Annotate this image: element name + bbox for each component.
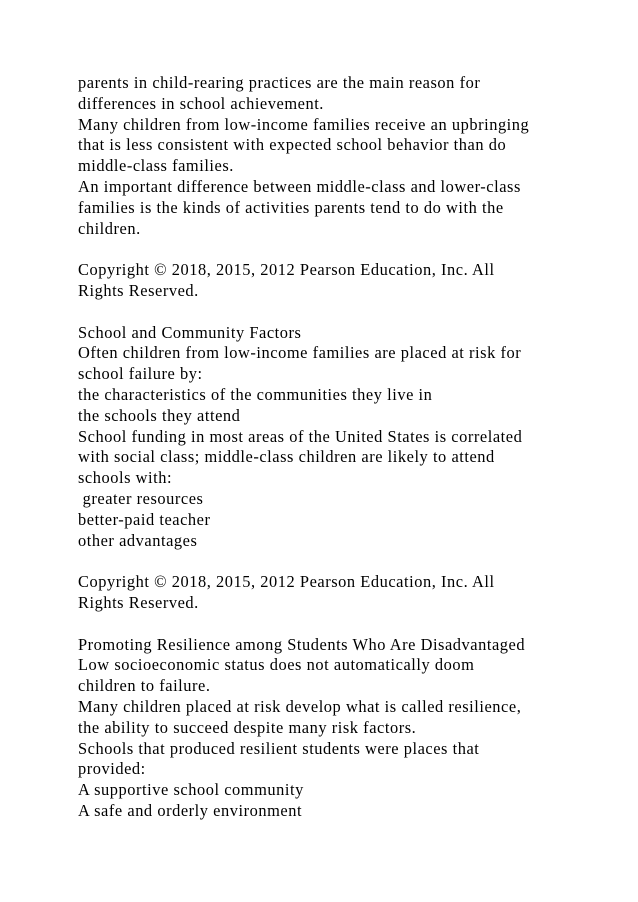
text-line: schools with: (78, 468, 173, 488)
text-line: the schools they attend (78, 405, 241, 425)
text-line: the ability to succeed despite many risk factors. (78, 717, 417, 737)
text-line: parents in child-rearing practices are the main reason for (78, 73, 481, 92)
copyright-line: Rights Reserved. (78, 592, 199, 612)
text-line: An important difference between middle-class and lower-class (78, 176, 521, 196)
text-line: better-paid teacher (78, 509, 211, 529)
section-heading: Promoting Resilience among Students Who Are Disadvantaged (78, 634, 526, 654)
text-line: with social class; middle-class children are likely to attend (78, 447, 495, 467)
blank-line (78, 239, 618, 260)
document-page (78, 73, 618, 822)
blank-line (78, 614, 618, 635)
text-line: children to failure. (78, 676, 211, 696)
text-line: Low socioeconomic status does not automatically doom (78, 655, 475, 675)
text-line: Many children placed at risk develop what is called resilience, (78, 696, 522, 716)
text-line: Many children from low-income families receive an upbringing (78, 114, 530, 134)
text-line: school failure by: (78, 364, 203, 384)
text-line: Often children from low-income families are placed at risk for (78, 343, 522, 363)
text-line: middle-class families. (78, 156, 234, 176)
text-line: children. (78, 218, 141, 238)
text-line: differences in school achievement. (78, 93, 324, 113)
copyright-line: Copyright © 2018, 2015, 2012 Pearson Education, Inc. All (78, 572, 495, 592)
copyright-line: Rights Reserved. (78, 280, 199, 300)
copyright-line: Copyright © 2018, 2015, 2012 Pearson Education, Inc. All (78, 260, 495, 280)
text-line: School funding in most areas of the United States is correlated (78, 426, 523, 446)
text-line: other advantages (78, 530, 198, 550)
text-line: A safe and orderly environment (78, 800, 303, 820)
text-line: Schools that produced resilient students were places that (78, 738, 480, 758)
section-heading: School and Community Factors (78, 322, 302, 342)
text-line: families is the kinds of activities parents tend to do with the (78, 197, 504, 217)
text-line: A supportive school community (78, 780, 304, 800)
text-line: greater resources (78, 488, 204, 508)
blank-line (78, 551, 618, 572)
text-line: provided: (78, 759, 146, 779)
blank-line (78, 302, 618, 323)
text-line: that is less consistent with expected school behavior than do (78, 135, 507, 155)
text-line: the characteristics of the communities they live in (78, 384, 433, 404)
